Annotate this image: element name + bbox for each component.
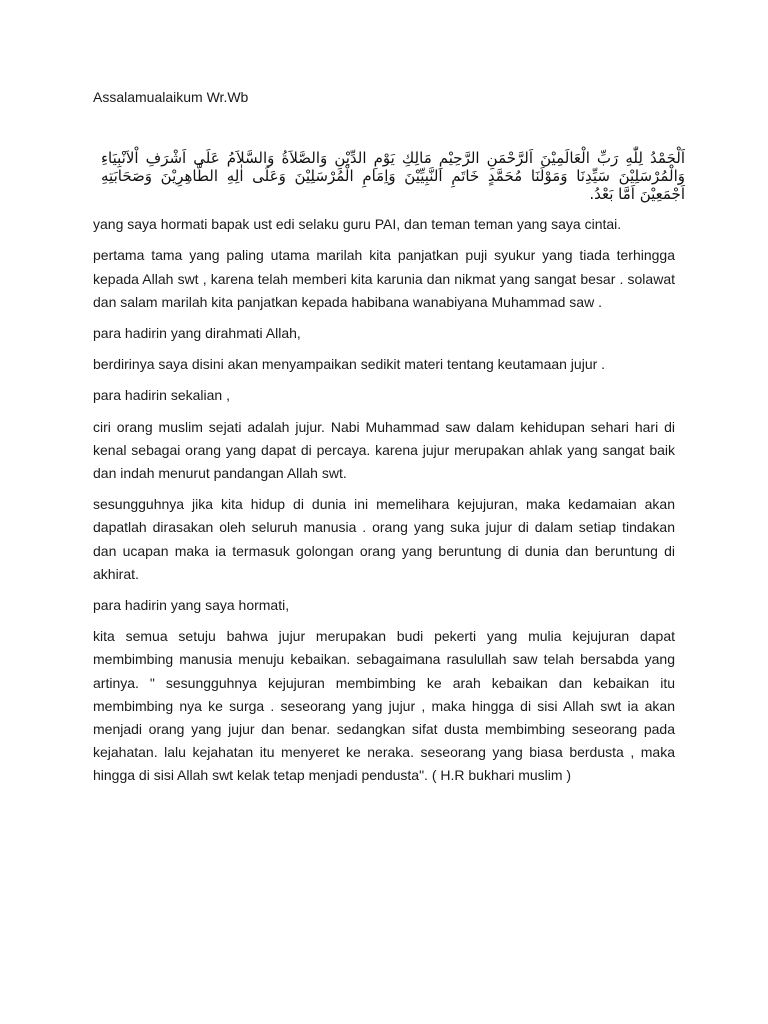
paragraph-address-3: para hadirin yang saya hormati,	[93, 597, 290, 614]
paragraph-honesty-muslim: ciri orang muslim sejati adalah jujur. Nabi Muhammad saw dalam kehidupan sehari hari di kenal sebagai orang yang dapat di percaya. karena jujur merupakan ahlak yang sangat baik dan indah menurut pandangan Allah swt.	[93, 418, 675, 482]
paragraph-address-2: para hadirin sekalian ,	[93, 387, 230, 404]
arabic-opening-prayer: اَلْحَمْدُ لِلّٰهِ رَبِّ الْعَالَمِيْنَ اَلرَّحْمَنِ الرَّحِيْمِ مَالِكِ يَوْمِ الدِّيْنِ وَالصَّلاَةُ وَالسَّلاَمُ عَلَى اَشْرَفِ اْلاَنْبِيَاءِ وَالْمُرْسَلِيْنَ سَيِّدِنَا وَمَوْلَنَا مُحَمَّدٍ خَاتَمِ النَّبِيِّيْنَ وَاِمَامِ الْمُرْسَلِيْنَ وَعَلَى اٰلِهِ الطَّاهِرِيْنَ وَصَحَابَتِهِ اَجْمَعِيْنَ اَمَّا بَعْدُ.	[101, 149, 685, 204]
paragraph-topic: berdirinya saya disini akan menyampaikan sedikit materi tentang keutamaan jujur .	[93, 356, 606, 373]
paragraph-salutation: yang saya hormati bapak ust edi selaku guru PAI, dan teman teman yang saya cintai.	[93, 216, 622, 233]
paragraph-address-1: para hadirin yang dirahmati Allah,	[93, 325, 301, 342]
paragraph-gratitude: pertama tama yang paling utama marilah kita panjatkan puji syukur yang tiada terhingga kepada Allah swt , karena telah memberi kita karunia dan nikmat yang sangat besar . solawat dan salam marilah kita panjatkan kepada habibana wanabiyana Muhammad saw .	[93, 247, 675, 310]
paragraph-hadith: kita semua setuju bahwa jujur merupakan budi pekerti yang mulia kejujuran dapat membimbing manusia menuju kebaikan. sebagaimana rasulullah saw telah bersabda yang artinya. " sesungguhnya kejujuran membimbing ke arah kebaikan dan kebaikan itu membimbing nya ke surga . seseorang yang jujur , maka hingga di sisi Allah swt ia akan menjadi orang yang jujur dan benar. sedangkan sifat dusta membimbing seseorang pada kejahatan. lalu kejahatan itu menyeret ke neraka. seseorang yang biasa berdusta , maka hingga di sisi Allah swt kelak tetap menjadi pendusta". ( H.R bukhari muslim )	[93, 628, 675, 784]
paragraph-honesty-peace: sesungguhnya jika kita hidup di dunia ini memelihara kejujuran, maka kedamaian akan dapatlah dirasakan oleh seluruh manusia . orang yang suka jujur di dalam setiap tindakan dan ucapan maka ia termasuk golongan orang yang beruntung di dunia dan beruntung di akhirat.	[93, 496, 675, 582]
document-body	[93, 86, 685, 796]
greeting-line: Assalamualaikum Wr.Wb	[93, 89, 249, 105]
